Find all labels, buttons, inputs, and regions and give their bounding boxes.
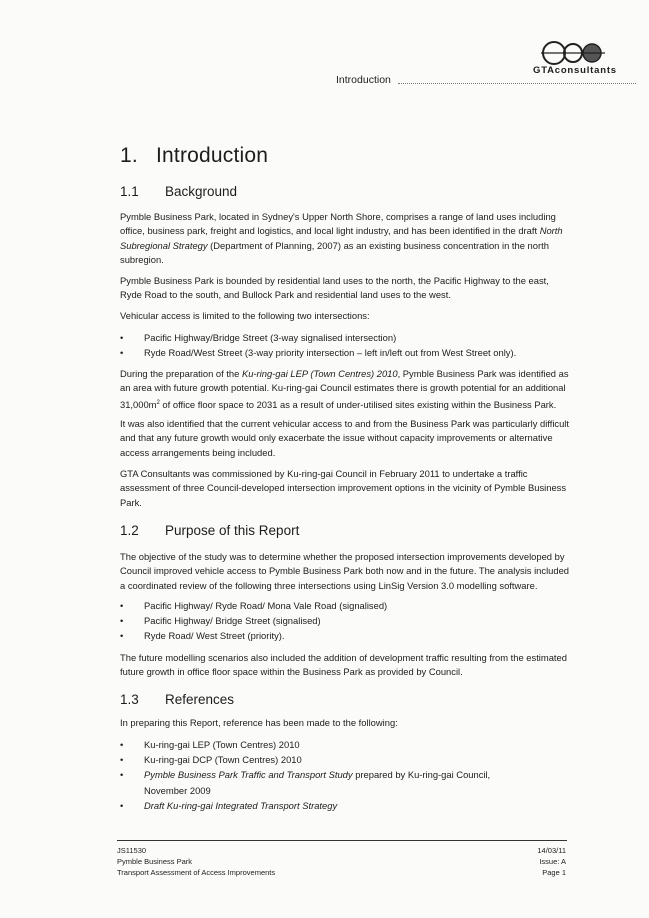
bullet-list	[120, 330, 570, 360]
section-heading-purpose	[120, 523, 299, 538]
page-number: Page 1	[542, 868, 566, 877]
footer-rule	[117, 840, 567, 841]
report-title: Transport Assessment of Access Improvements	[117, 868, 276, 877]
paragraph: During the preparation of the Ku-ring-gai LEP (Town Centres) 2010, Pymble Business Park was identified as an area with future growth potential. Ku-ring-gai Council estimates there is growth potential for an additional $31,000m^2$ of office floor space to 2031 as a result of under-utilised sites existing within the Business Park.	[120, 368, 569, 410]
paragraph: Pymble Business Park is bounded by residential land uses to the north, the Pacific Highway to the east, Ryde Road to the south, and Bullock Park and residential land uses to the west.	[120, 275, 549, 301]
section-heading-references	[120, 692, 234, 707]
chapter-heading	[120, 144, 268, 168]
chapter-number: 1.	[120, 144, 138, 167]
list-item: • Ryde Road/ West Street (priority).	[120, 628, 570, 643]
list-item: • Pacific Highway/ Bridge Street (signalised)	[120, 613, 570, 628]
section-title: Background	[165, 184, 238, 199]
header-rule	[398, 83, 636, 84]
paragraph: It was also identified that the current vehicular access to and from the Business Park was particularly difficult and that any future growth would only exacerbate the issue without capacity improvements or alternative access arrangements being included.	[120, 418, 569, 458]
issue-label: Issue: A	[539, 857, 566, 866]
list-item: • Ku-ring-gai DCP (Town Centres) 2010	[120, 752, 520, 767]
list-item: • Pymble Business Park Traffic and Transport Study prepared by Ku-ring-gai Council, November 2009	[120, 767, 520, 797]
gta-logo	[533, 40, 617, 80]
footer-left	[117, 845, 275, 878]
footer-right	[520, 845, 566, 878]
paragraph: In preparing this Report, reference has been made to the following:	[120, 717, 398, 728]
paragraph: The objective of the study was to determine whether the proposed intersection improvements developed by Council improved vehicle access to Pymble Business Park both now and in the future. The analysis included a coordinated review of the following three intersections using LinSig Version 3.0 modelling software.	[120, 551, 570, 591]
section-number: 1.2	[120, 523, 139, 538]
list-item: • Draft Ku-ring-gai Integrated Transport Strategy	[120, 798, 520, 813]
section-title: References	[165, 692, 235, 707]
section-number: 1.1	[120, 184, 139, 199]
running-header-title: Introduction	[336, 74, 391, 86]
bullet-list	[120, 598, 570, 644]
bullet-list	[120, 737, 520, 813]
paragraph: GTA Consultants was commissioned by Ku-ring-gai Council in February 2011 to undertake a traffic assessment of three Council-developed intersection improvement options in the vicinity of Pymble Business Park.	[120, 468, 567, 508]
logo-circles-icon	[541, 40, 605, 66]
chapter-title: Introduction	[156, 144, 269, 167]
section-title: Purpose of this Report	[165, 523, 300, 538]
list-item: • Pacific Highway/ Ryde Road/ Mona Vale Road (signalised)	[120, 598, 570, 613]
paragraph: Vehicular access is limited to the following two intersections:	[120, 310, 370, 321]
logo-text: GTAconsultants	[533, 65, 617, 76]
list-item: • Ku-ring-gai LEP (Town Centres) 2010	[120, 737, 520, 752]
issue-date: 14/03/11	[537, 846, 566, 855]
job-number: JS11530	[117, 846, 147, 855]
list-item: • Pacific Highway/Bridge Street (3-way signalised intersection)	[120, 330, 570, 345]
list-item: • Ryde Road/West Street (3-way priority intersection – left in/left out from West Street only).	[120, 345, 570, 360]
paragraph: The future modelling scenarios also included the addition of development traffic resulting from the estimated future growth in office floor space within the Business Park as provided by Council.	[120, 652, 567, 678]
project-name: Pymble Business Park	[117, 857, 193, 866]
section-number: 1.3	[120, 692, 139, 707]
paragraph: Pymble Business Park, located in Sydney's Upper North Shore, comprises a range of land uses including office, business park, freight and logistics, and local light industry, and has been identified in the draft North Subregional Strategy (Department of Planning, 2007) as an existing business concentration in the north subregion.	[120, 211, 563, 265]
section-heading-background	[120, 184, 237, 199]
